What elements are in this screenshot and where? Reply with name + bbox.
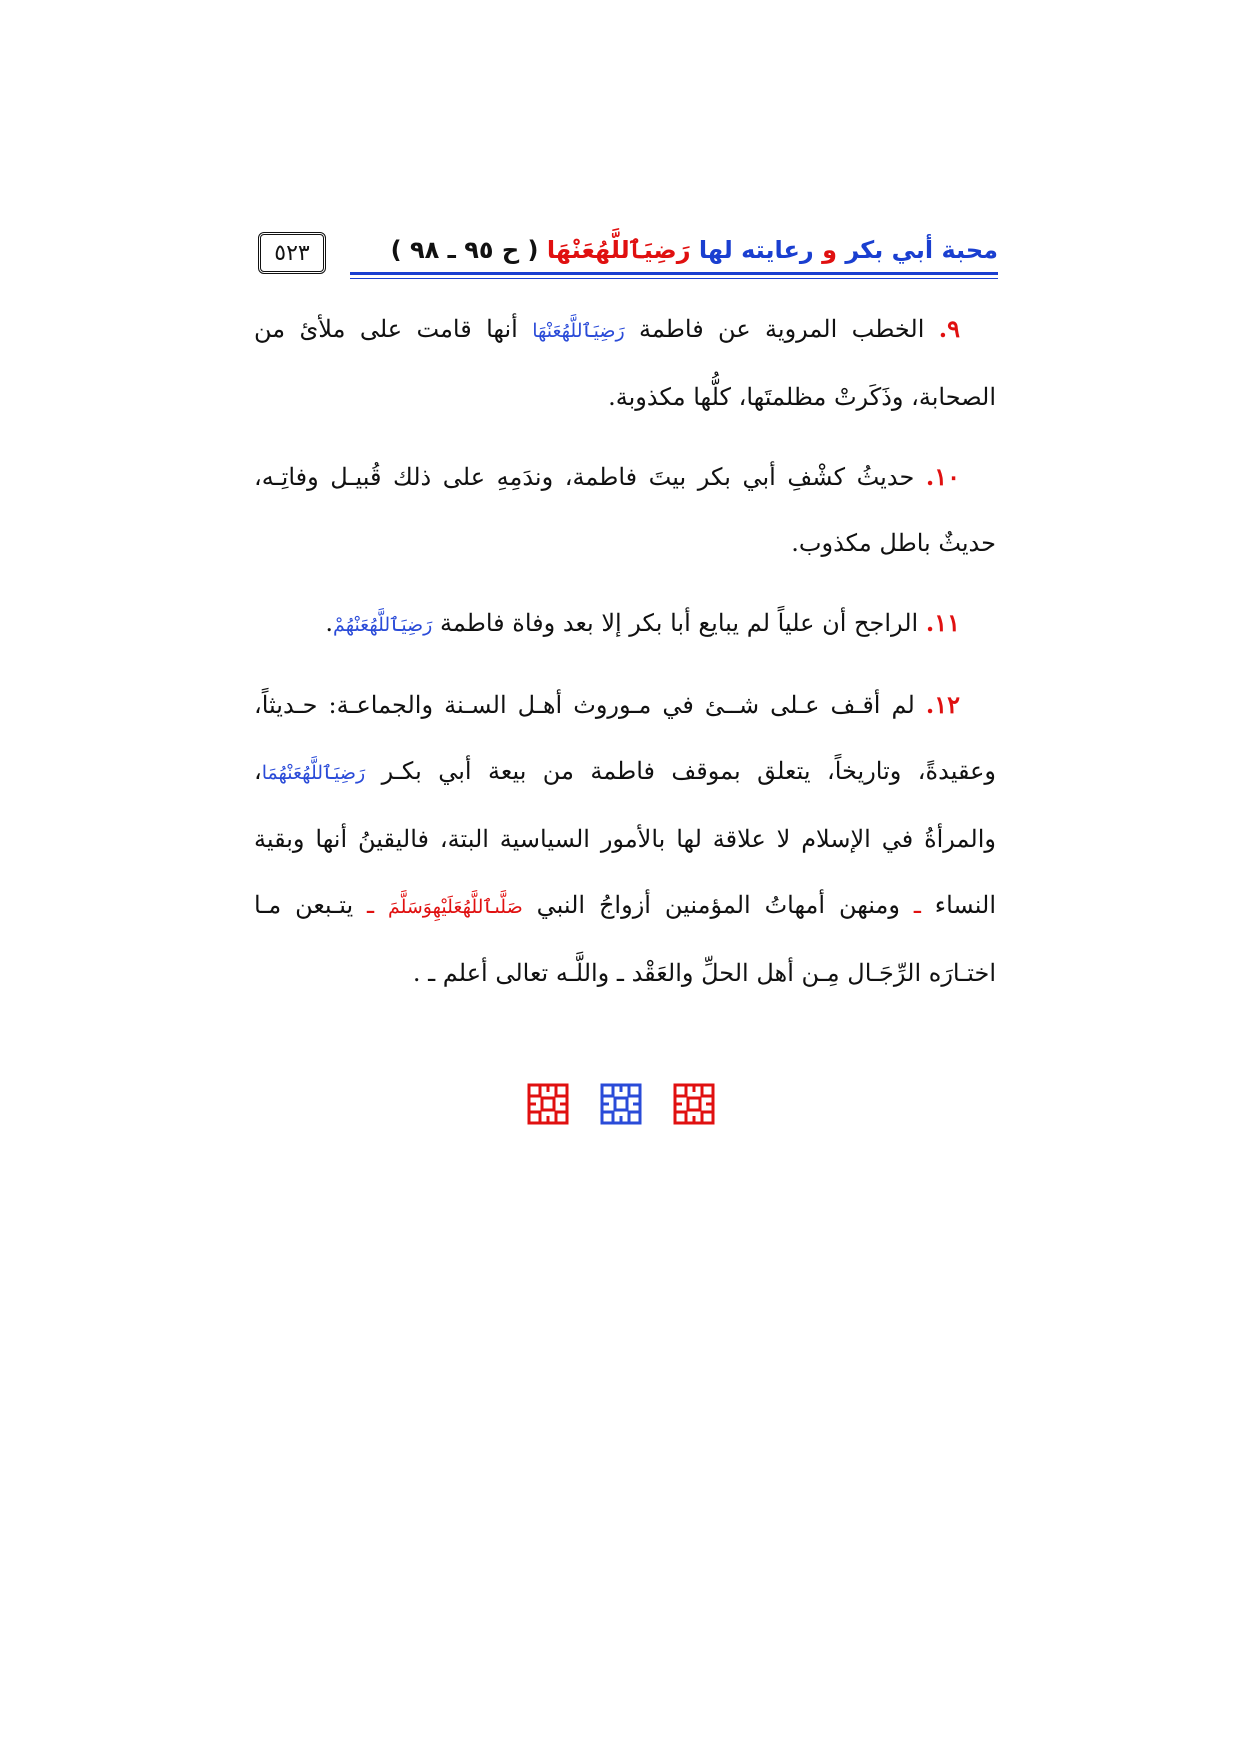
item-number: ١٠. [925,462,960,491]
item-text: ومنهن أمهاتُ المؤمنين أزواجُ النبي [522,891,914,919]
header-title-part3: رعايته لها [698,236,814,264]
item-text: أنها قامت على ملأئ من الصحابة، وذَكَرتْ مظلمتَها، كلُّها مكذوبة. [254,315,996,411]
page-number: ٥٢٣ [258,232,326,274]
salawat-text: صَلَّىٱللَّهُعَلَيْهِوَسَلَّمَ [387,896,523,918]
blue-geometric-ornament-icon [599,1082,643,1126]
item-10 [254,444,996,576]
item-11 [254,590,996,658]
item-number: ١١. [925,608,960,637]
item-12 [254,672,996,1006]
body-text [254,296,996,1020]
item-text: الراجح أن علياً لم يبايع أبا بكر إلا بعد وفاة فاطمة [432,609,926,637]
header-range: ( ح ٩٥ ـ ٩٨ ) [390,236,539,264]
item-text: حديثُ كشْفِ أبي بكر بيتَ فاطمة، وندَمِهِ على ذلك قُبيـل وفاتِـه، حديثٌ باطل مكذوب. [254,463,996,557]
red-geometric-ornament-icon [526,1082,570,1126]
running-header [258,232,998,282]
header-title-part2: و [813,236,846,264]
item-number: ١٢. [925,690,960,719]
header-title-part1: محبة أبي بكر [845,236,998,264]
section-end-ornaments [526,1082,716,1128]
item-text: يتـبعن مـا اختـارَه الرِّجَـال مِـن أهل الحلِّ والعَقْد ـ واللَّـه تعالى أعلم ـ . [254,891,996,987]
item-number: ٩. [938,314,961,343]
honorific-text: رَضِيَٱللَّهُعَنْهَا [532,320,625,342]
dash-mark: ـ [913,891,921,919]
header-rule-thin [350,278,998,279]
item-text: . [325,609,334,637]
item-text: الخطب المروية عن فاطمة [624,315,939,343]
red-geometric-ornament-icon [672,1082,716,1126]
honorific-text: رَضِيَٱللَّهُعَنْهُمْ [333,614,433,636]
header-rule [350,272,998,275]
item-text: ، والمرأةُ في الإسلام لا علاقة لها بالأمور السياسية البتة، فاليقينُ أنها وبقية النساء [254,757,997,919]
header-honorific: رَضِيَٱللَّهُعَنْهَا [538,236,699,264]
item-9 [254,296,996,430]
item-text: لم أقـف عـلى شــئ في مـوروث أهـل السـنة والجماعـة: حـديثاً، وعقيدةً، وتاريخاً، يتعلق بموقف فاطمة من بيعة أبي بكـر [254,691,996,785]
honorific-text: رَضِيَٱللَّهُعَنْهُمَا [261,762,366,784]
dash-mark: ـ [353,891,388,919]
header-title [391,236,998,264]
